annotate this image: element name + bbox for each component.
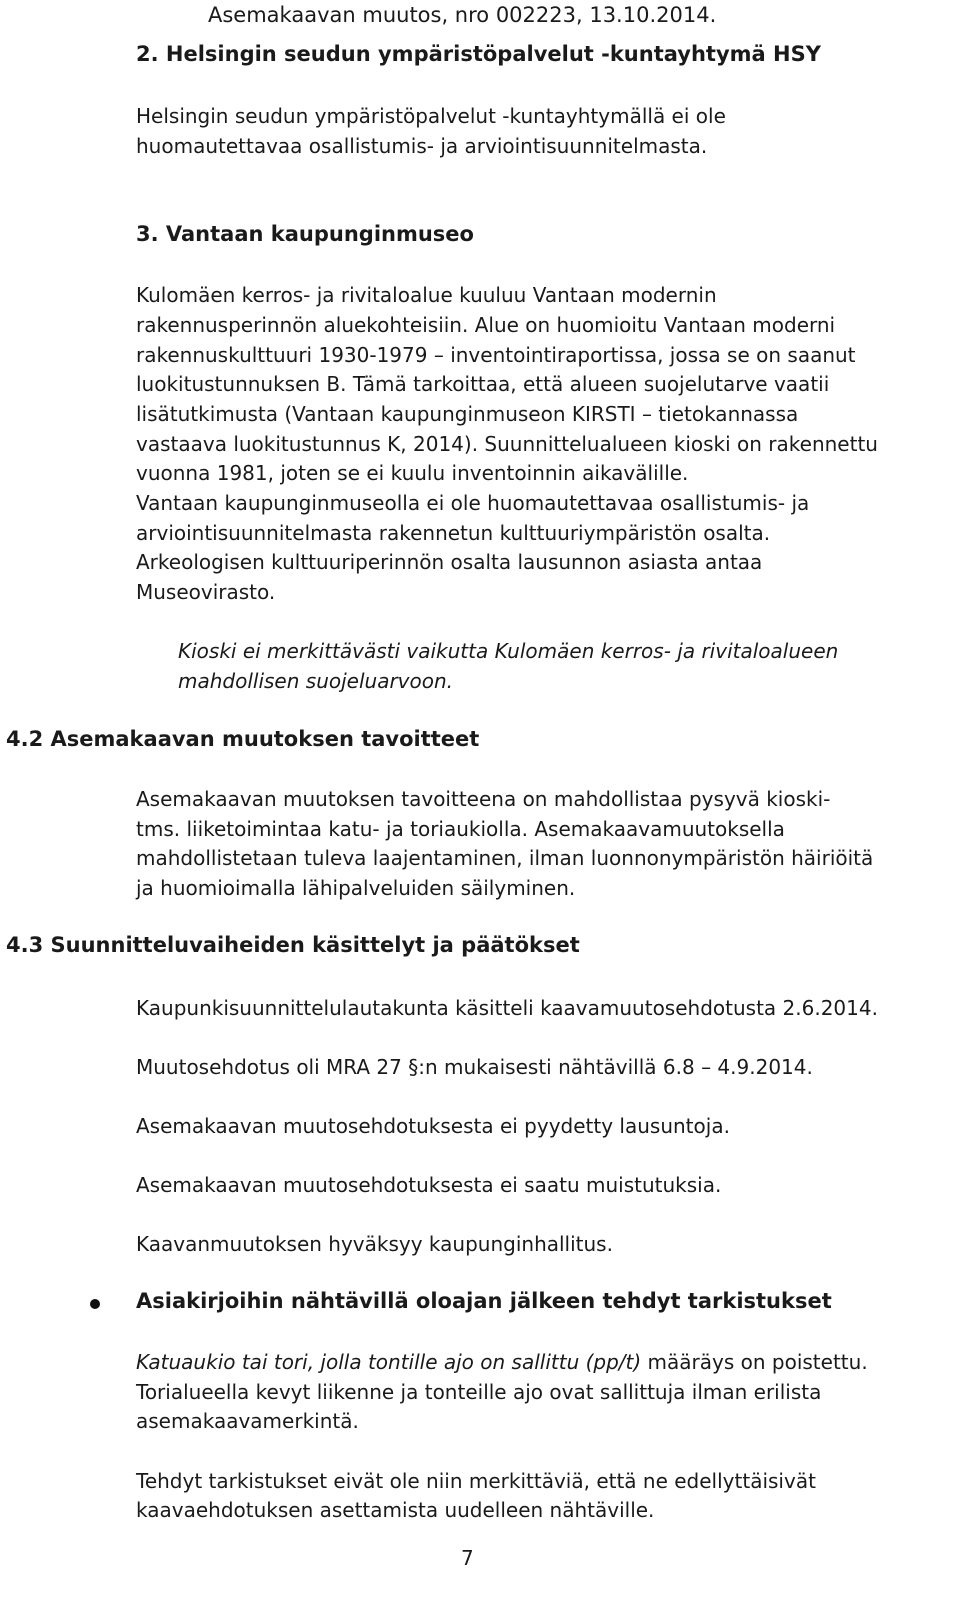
- section-3-line: rakennuskulttuuri 1930-1979 – inventointiraportissa, jossa se on saanut: [136, 343, 856, 367]
- section-4-3-item: Asemakaavan muutosehdotuksesta ei saatu muistutuksia.: [136, 1173, 722, 1197]
- section-4-3-item: Muutosehdotus oli MRA 27 §:n mukaisesti nähtävillä 6.8 – 4.9.2014.: [136, 1055, 813, 1079]
- section-4-3-heading: 4.3 Suunnitteluvaiheiden käsittelyt ja päätökset: [6, 933, 580, 957]
- document-header: Asemakaavan muutos, nro 002223, 13.10.2014.: [208, 3, 717, 27]
- section-3-heading: 3. Vantaan kaupunginmuseo: [136, 222, 474, 246]
- section-2-line: huomautettavaa osallistumis- ja arviointisuunnitelmasta.: [136, 134, 708, 158]
- section-4-2-line: Asemakaavan muutoksen tavoitteena on mahdollistaa pysyvä kioski-: [136, 787, 831, 811]
- section-3-line: luokitustunnuksen B. Tämä tarkoittaa, että alueen suojelutarve vaatii: [136, 372, 830, 396]
- section-2-line: Helsingin seudun ympäristöpalvelut -kuntayhtymällä ei ole: [136, 104, 726, 128]
- section-3-line: rakennusperinnön aluekohteisiin. Alue on huomioitu Vantaan moderni: [136, 313, 836, 337]
- section-3-response-line: mahdollisen suojeluarvoon.: [178, 669, 454, 693]
- section-3-line: Vantaan kaupunginmuseolla ei ole huomautettavaa osallistumis- ja: [136, 491, 810, 515]
- section-3-line: Museovirasto.: [136, 580, 276, 604]
- bullet-para-1-line: Torialueella kevyt liikenne ja tonteille ajo ovat sallittuja ilman erilista: [136, 1380, 822, 1404]
- section-3-line: vastaava luokitustunnus K, 2014). Suunnittelualueen kioski on rakennettu: [136, 432, 878, 456]
- bullet-para-2-line: kaavaehdotuksen asettamista uudelleen nähtäville.: [136, 1498, 655, 1522]
- section-2-heading: 2. Helsingin seudun ympäristöpalvelut -kuntayhtymä HSY: [136, 42, 821, 66]
- section-3-line: arviointisuunnitelmasta rakennetun kulttuuriympäristön osalta.: [136, 521, 771, 545]
- page-number: 7: [461, 1546, 474, 1570]
- section-4-2-heading: 4.2 Asemakaavan muutoksen tavoitteet: [6, 727, 480, 751]
- bullet-para-1-line: asemakaavamerkintä.: [136, 1409, 359, 1433]
- section-3-response-line: Kioski ei merkittävästi vaikutta Kulomäen kerros- ja rivitaloalueen: [178, 639, 839, 663]
- bullet-para-2-line: Tehdyt tarkistukset eivät ole niin merkittäviä, että ne edellyttäisivät: [136, 1469, 816, 1493]
- section-3-line: vuonna 1981, joten se ei kuulu inventoinnin aikavälille.: [136, 461, 689, 485]
- bullet-icon: [90, 1299, 100, 1309]
- section-4-3-item: Asemakaavan muutosehdotuksesta ei pyydetty lausuntoja.: [136, 1114, 730, 1138]
- bullet-para-1-line: [136, 1348, 868, 1378]
- section-3-line: lisätutkimusta (Vantaan kaupunginmuseon KIRSTI – tietokannassa: [136, 402, 799, 426]
- removed-regulation-text: Katuaukio tai tori, jolla tontille ajo on sallittu (pp/t): [136, 1350, 642, 1374]
- section-4-3-item: Kaupunkisuunnittelulautakunta käsitteli kaavamuutosehdotusta 2.6.2014.: [136, 996, 878, 1020]
- section-4-3-item: Kaavanmuutoksen hyväksyy kaupunginhallitus.: [136, 1232, 613, 1256]
- removed-regulation-rest: määräys on poistettu.: [641, 1350, 868, 1374]
- bullet-heading: Asiakirjoihin nähtävillä oloajan jälkeen tehdyt tarkistukset: [136, 1289, 832, 1313]
- section-3-line: Arkeologisen kulttuuriperinnön osalta lausunnon asiasta antaa: [136, 550, 763, 574]
- section-4-2-line: tms. liiketoimintaa katu- ja toriaukiolla. Asemakaavamuutoksella: [136, 817, 785, 841]
- section-3-line: Kulomäen kerros- ja rivitaloalue kuuluu Vantaan modernin: [136, 283, 717, 307]
- section-4-2-line: mahdollistetaan tuleva laajentaminen, ilman luonnonympäristön häiriöitä: [136, 846, 874, 870]
- section-4-2-line: ja huomioimalla lähipalveluiden säilyminen.: [136, 876, 576, 900]
